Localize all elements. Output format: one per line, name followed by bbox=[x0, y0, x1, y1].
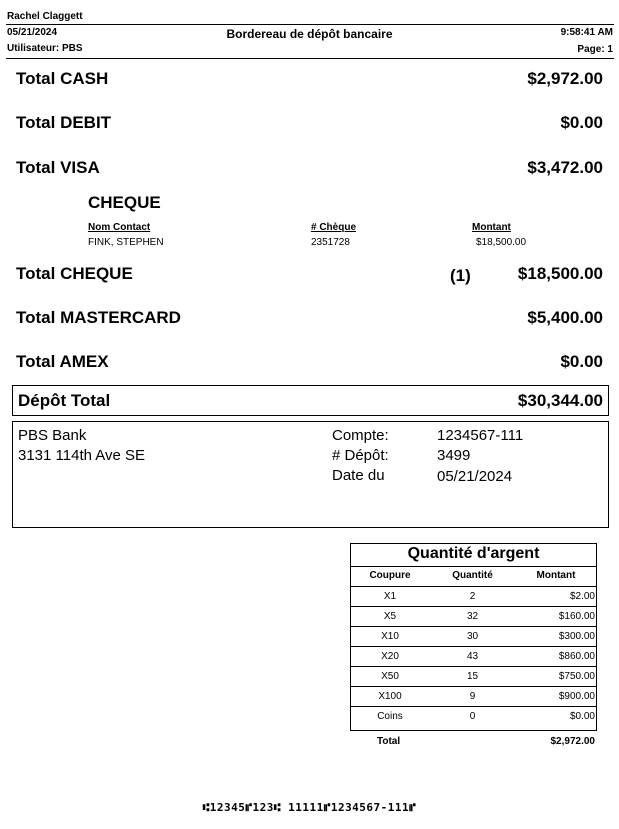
total-cheque-amount: $18,500.00 bbox=[517, 264, 603, 283]
header-rule-bottom bbox=[6, 58, 614, 59]
cash-qty-title: Quantité d'argent bbox=[407, 545, 540, 562]
total-amex-label: Total AMEX bbox=[16, 352, 109, 371]
cash-qty-header-row bbox=[350, 566, 597, 586]
bank-name: PBS Bank bbox=[18, 427, 87, 444]
table-row bbox=[350, 686, 597, 706]
account-label: Compte: bbox=[332, 427, 389, 444]
deposit-total-box bbox=[12, 385, 609, 416]
total-cheque-label: Total CHEQUE bbox=[16, 264, 133, 283]
total-cash-amount: $2,972.00 bbox=[527, 69, 603, 88]
cell-coupure: X5 bbox=[350, 606, 430, 626]
cheque-row-number: 2351728 bbox=[311, 237, 350, 248]
cell-montant: $2.00 bbox=[515, 586, 597, 606]
cell-quantite: 0 bbox=[469, 710, 476, 722]
cell-coupure: X20 bbox=[350, 646, 430, 666]
cheque-col-amount: Montant bbox=[472, 222, 511, 233]
user-name: Rachel Claggett bbox=[7, 11, 83, 22]
total-cash-label: Total CASH bbox=[16, 69, 109, 88]
deposit-date-value: 05/21/2024 bbox=[437, 468, 513, 485]
cell-coupure: X10 bbox=[350, 626, 430, 646]
cash-qty-total-label: Total bbox=[377, 736, 401, 747]
table-row bbox=[350, 646, 597, 666]
header-rule-top bbox=[6, 24, 614, 25]
table-row bbox=[350, 606, 597, 626]
micr-line: ⑆12345⑈123⑆ 11111⑈1234567-111⑈ bbox=[202, 801, 417, 814]
col-montant: Montant bbox=[515, 566, 597, 586]
cash-qty-title-box bbox=[350, 543, 597, 567]
table-row bbox=[350, 586, 597, 606]
cheque-col-contact: Nom Contact bbox=[88, 222, 151, 233]
user-label: Utilisateur: PBS bbox=[7, 43, 83, 54]
total-mastercard-label: Total MASTERCARD bbox=[16, 308, 181, 327]
bank-info-box bbox=[12, 421, 609, 528]
cell-montant: $0.00 bbox=[569, 710, 595, 722]
report-time: 9:58:41 AM bbox=[560, 27, 613, 38]
cell-quantite: 30 bbox=[430, 626, 515, 646]
cell-montant: $750.00 bbox=[515, 666, 597, 686]
cheque-col-number: # Chèque bbox=[311, 222, 357, 233]
cell-coupure: Coins bbox=[377, 710, 403, 722]
cheque-row-contact: FINK, STEPHEN bbox=[88, 237, 164, 248]
total-amex-amount: $0.00 bbox=[560, 352, 603, 371]
cheque-row-amount: $18,500.00 bbox=[476, 237, 527, 248]
cell-quantite: 43 bbox=[430, 646, 515, 666]
total-visa-label: Total VISA bbox=[16, 158, 100, 177]
cell-quantite: 32 bbox=[430, 606, 515, 626]
cell-quantite: 2 bbox=[430, 586, 515, 606]
total-debit-amount: $0.00 bbox=[560, 113, 603, 132]
col-quantite: Quantité bbox=[430, 566, 515, 586]
page-number: Page: 1 bbox=[577, 44, 613, 55]
total-debit-label: Total DEBIT bbox=[16, 113, 112, 132]
report-title: Bordereau de dépôt bancaire bbox=[226, 27, 393, 41]
cheque-count: (1) bbox=[450, 266, 471, 285]
col-coupure: Coupure bbox=[350, 566, 430, 586]
cell-quantite: 15 bbox=[430, 666, 515, 686]
cell-coupure: X100 bbox=[350, 686, 430, 706]
table-row bbox=[350, 626, 597, 646]
deposit-date-label: Date du bbox=[332, 467, 385, 484]
cash-qty-total-amount: $2,972.00 bbox=[550, 736, 595, 747]
cell-coupure: X1 bbox=[350, 586, 430, 606]
deposit-total-amount: $30,344.00 bbox=[517, 391, 603, 410]
cell-montant: $860.00 bbox=[515, 646, 597, 666]
report-date: 05/21/2024 bbox=[7, 27, 58, 38]
cell-quantite: 9 bbox=[430, 686, 515, 706]
cell-montant: $300.00 bbox=[515, 626, 597, 646]
deposit-number-label: # Dépôt: bbox=[332, 447, 389, 464]
deposit-total-label: Dépôt Total bbox=[18, 391, 111, 410]
bank-address: 3131 114th Ave SE bbox=[18, 447, 146, 464]
cell-montant: $900.00 bbox=[515, 686, 597, 706]
cash-qty-table bbox=[350, 566, 597, 726]
total-mastercard-amount: $5,400.00 bbox=[527, 308, 603, 327]
cheque-heading: CHEQUE bbox=[88, 193, 161, 212]
total-visa-amount: $3,472.00 bbox=[527, 158, 603, 177]
table-row bbox=[350, 666, 597, 686]
cell-montant: $160.00 bbox=[515, 606, 597, 626]
account-value: 1234567-111 bbox=[437, 427, 524, 444]
table-row bbox=[350, 706, 597, 726]
deposit-number-value: 3499 bbox=[437, 447, 471, 464]
cell-coupure: X50 bbox=[350, 666, 430, 686]
